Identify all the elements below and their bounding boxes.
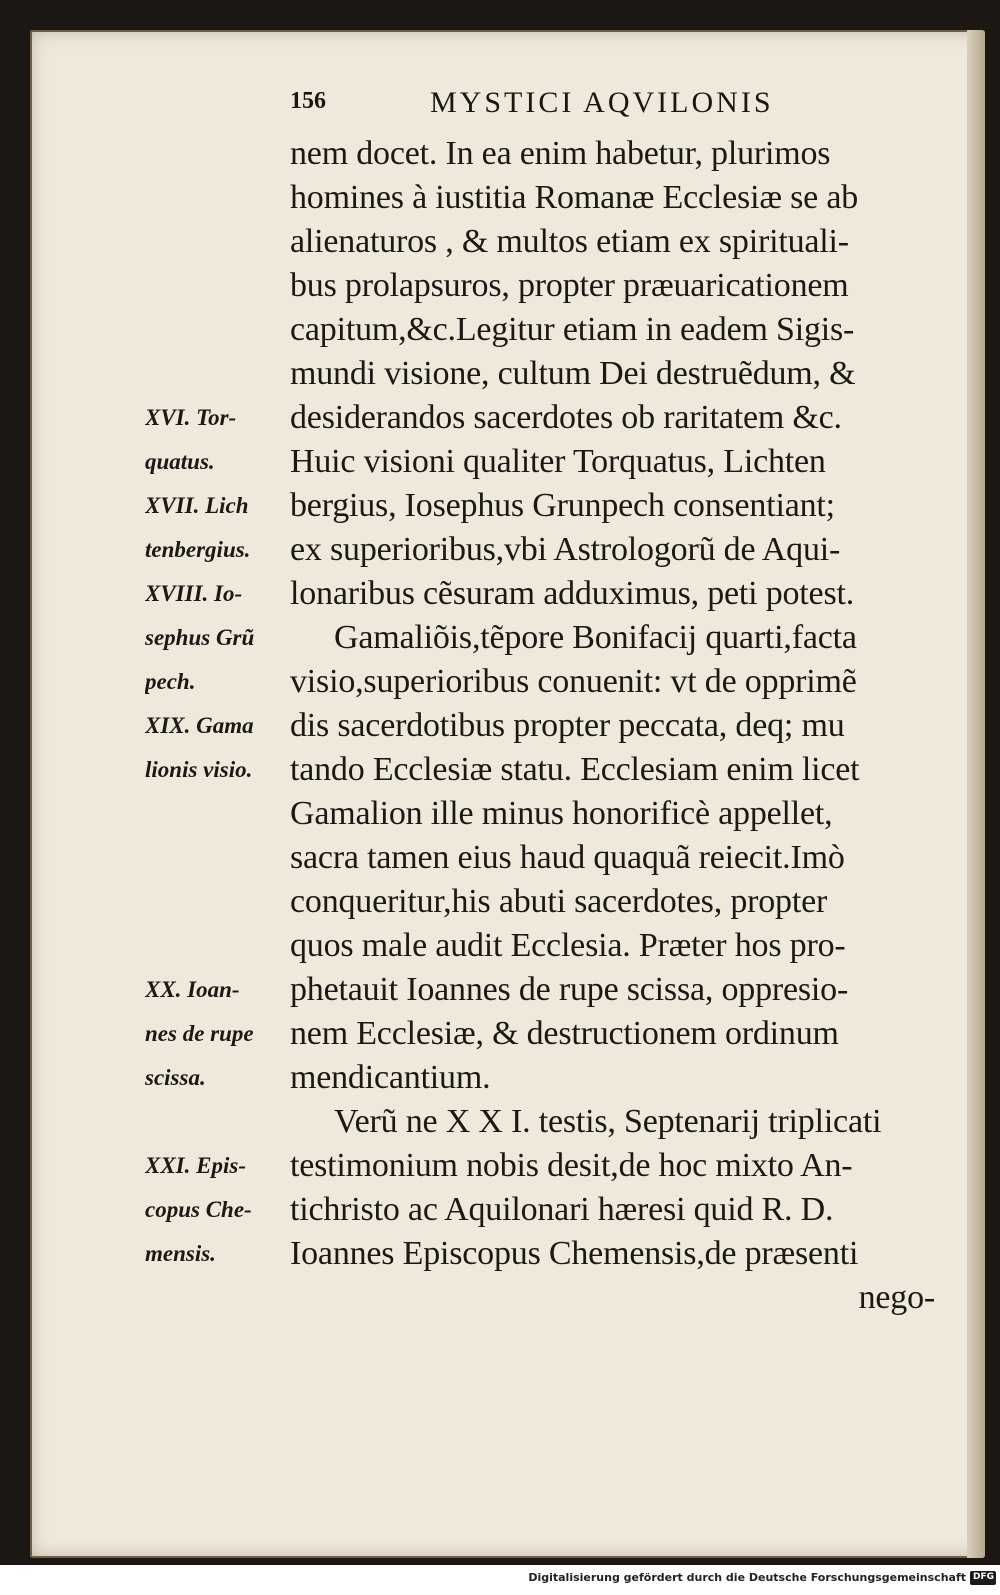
marginal-note: XVII. Lich xyxy=(145,493,249,518)
text-line: visio,superioribus conuenit: vt de opprimẽ xyxy=(290,663,857,700)
text-line: conqueritur,his abuti sacerdotes, propter xyxy=(290,883,828,920)
marginal-note: XXI. Epis- xyxy=(145,1153,246,1178)
text-line: bus prolapsuros, propter præuaricationem xyxy=(290,267,849,304)
text-line: nem Ecclesiæ, & destructionem ordinum xyxy=(290,1015,839,1052)
marginal-note: XIX. Gama xyxy=(145,713,254,738)
text-line: Gamalion ille minus honorificè appellet, xyxy=(290,795,833,832)
marginal-note: quatus. xyxy=(145,449,215,474)
text-line: tando Ecclesiæ statu. Ecclesiam enim licet xyxy=(290,751,860,788)
marginal-note: XVI. Tor- xyxy=(145,405,237,430)
text-line: Verũ ne X X I. testis, Septenarij triplicati xyxy=(334,1103,882,1140)
text-line: nem docet. In ea enim habetur, plurimos xyxy=(290,135,831,172)
text-line: homines à iustitia Romanæ Ecclesiæ se ab xyxy=(290,179,859,216)
text-line: dis sacerdotibus propter peccata, deq; mu xyxy=(290,707,845,744)
text-line: quos male audit Ecclesia. Præter hos pro- xyxy=(290,927,846,964)
text-line: capitum,&c.Legitur etiam in eadem Sigis- xyxy=(290,311,855,348)
dfg-logo xyxy=(970,1571,996,1585)
running-head xyxy=(290,86,930,126)
text-line: ex superioribus,vbi Astrologorũ de Aqui- xyxy=(290,531,841,568)
text-line: alienaturos , & multos etiam ex spirituali- xyxy=(290,223,849,260)
marginalia xyxy=(145,132,295,1276)
text-line: bergius, Iosephus Grunpech consentiant; xyxy=(290,487,835,524)
marginal-note: scissa. xyxy=(145,1065,206,1090)
text-line: Huic visioni qualiter Torquatus, Lichten xyxy=(290,443,826,480)
page-edge xyxy=(967,30,985,1558)
text-line: sacra tamen eius haud quaquã reiecit.Imò xyxy=(290,839,845,876)
text-line: desiderandos sacerdotes ob raritatem &c. xyxy=(290,399,842,436)
marginal-note: lionis visio. xyxy=(145,757,253,782)
text-line: mendicantium. xyxy=(290,1059,491,1096)
footer-bar xyxy=(0,1565,1000,1595)
catchword: nego- xyxy=(858,1279,935,1316)
marginal-note: tenbergius. xyxy=(145,537,251,562)
text-line: tichristo ac Aquilonari hæresi quid R. D. xyxy=(290,1191,834,1228)
text-line: Gamaliõis,tẽpore Bonifacij quarti,facta xyxy=(334,619,857,656)
text-line: phetauit Ioannes de rupe scissa, oppresio- xyxy=(290,971,849,1008)
marginal-note: XVIII. Io- xyxy=(145,581,243,606)
body-text xyxy=(290,132,935,1320)
page-number: 156 xyxy=(290,88,326,114)
funding-credit: Digitalisierung gefördert durch die Deutsche Forschungsgemeinschaft xyxy=(528,1571,966,1584)
marginal-note: sephus Grũ xyxy=(145,625,255,650)
dfg-logo-text: DFG xyxy=(973,1572,995,1582)
marginal-note: XX. Ioan- xyxy=(145,977,240,1002)
running-title: MYSTICI AQVILONIS xyxy=(430,86,774,119)
marginal-note: pech. xyxy=(145,669,196,694)
text-line: Ioannes Episcopus Chemensis,de præsenti xyxy=(290,1235,859,1272)
marginal-note: nes de rupe xyxy=(145,1021,254,1046)
text-line: mundi visione, cultum Dei destruẽdum, & xyxy=(290,355,856,392)
text-line: testimonium nobis desit,de hoc mixto An- xyxy=(290,1147,853,1184)
text-line: lonaribus cẽsuram adduximus, peti potest. xyxy=(290,575,855,612)
marginal-note: mensis. xyxy=(145,1241,216,1266)
marginal-note: copus Che- xyxy=(145,1197,252,1222)
